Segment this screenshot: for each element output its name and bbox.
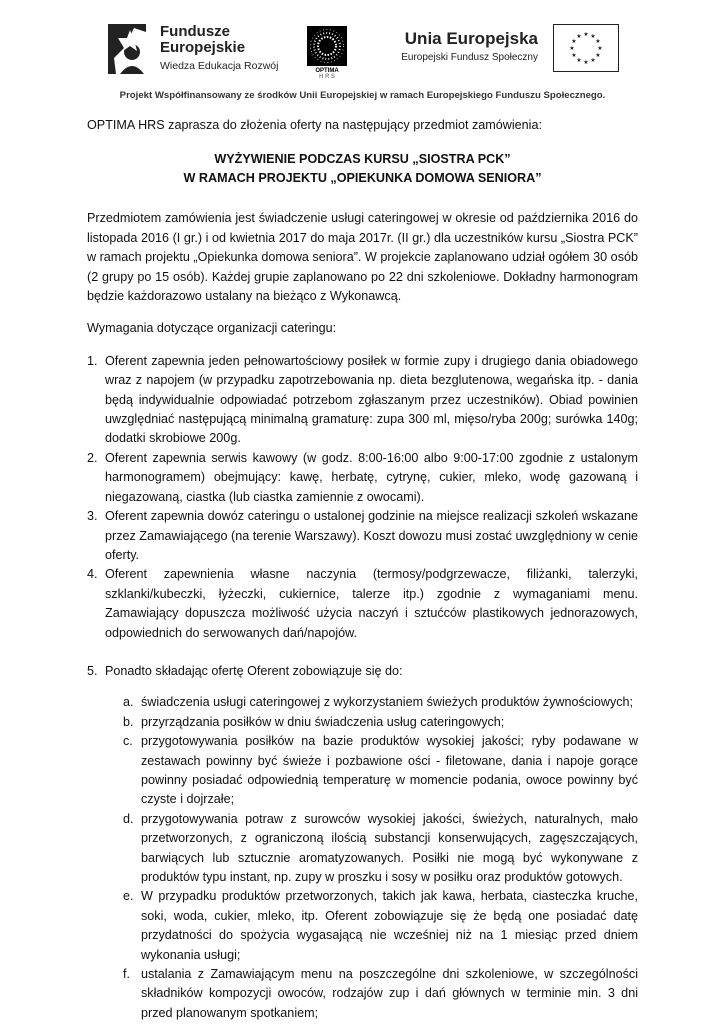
subitem-letter: c. <box>123 734 133 749</box>
list-item <box>87 662 638 1023</box>
sublist-item <box>123 965 638 1023</box>
subitem-letter: d. <box>123 811 134 826</box>
optima-logo-icon <box>307 26 347 66</box>
subitem-text: przygotowywania potraw z surowców wysokiej jakości, świeżych, naturalnych, mało przetworzonych, z ograniczoną ilością substancji konserwujących, zagęszczających, barwiących lub sztucznie aromatyzowanych. Posiłki nie mogą być wykonywane z produktów typu instant, np. zupy w proszku i sosy w posiłku oraz produktów gotowych. <box>141 811 638 884</box>
subitem-text: przygotowywania posiłków na bazie produktów wysokiej jakości; ryby podawane w zestawach powinny być świeże i pozbawione ości - filetowane, dania i napoje gorące powinny posiadać odpowiednią temperaturę w momencie podania, owoce powinny być czyste i dojrzałe; <box>141 734 638 807</box>
eu-flag-icon <box>553 24 619 72</box>
subitem-text: przyrządzania posiłków w dniu świadczenia usług cateringowych; <box>141 714 505 729</box>
title-line1: WYŻYWIENIE PODCZAS KURSU „SIOSTRA PCK” <box>214 152 511 167</box>
svg-text:★: ★ <box>583 31 589 38</box>
svg-text:★: ★ <box>595 52 601 59</box>
svg-text:★: ★ <box>583 59 589 66</box>
item-text: Oferent zapewnia jeden pełnowartościowy posiłek w formie zupy i drugiego dania obiadowego wraz z napojem (w przypadku zapotrzebowania np. dieta bezglutenowa, wegańska itp. - dania będą indywidualnie odpowiadać potrzebom zgłaszanym przez uczestników). Obiad powinien uwzględniać następującą minimalną gramaturę: zupa 300 ml, mięso/ryba 200g; surówka 140g; dodatki skrobiowe 200g. <box>105 353 638 446</box>
document-title <box>87 150 638 188</box>
title-line2: W RAMACH PROJEKTU „OPIEKUNKA DOMOWA SENIORA” <box>183 171 542 186</box>
fe-subtitle: Wiedza Edukacja Rozwój <box>160 60 279 72</box>
description-paragraph: Przedmiotem zamówienia jest świadczenie usługi cateringowej w okresie od października 2016 do listopada 2016 (I gr.) i od kwietnia 2017 do maja 2017r. (II gr.) dla uczestników kursu „Siostra PCK” w ramach projektu „Opiekunka domowa seniora”. W projekcie zaplanowano udział ogółem 30 osób (2 grupy po 15 osób). Każdej grupie zaplanowano po 22 dni szkoleniowe. Dokładny harmonogram będzie każdorazowo ustalany na bieżąco z Wykonawcą. <box>87 211 638 304</box>
sublist-item <box>123 810 638 888</box>
subitem-letter: e. <box>123 889 134 904</box>
ue-title: Unia Europejska <box>404 29 538 48</box>
subitem-letter: b. <box>123 714 134 729</box>
svg-text:★: ★ <box>576 57 582 64</box>
ue-subtitle: Europejski Fundusz Społeczny <box>401 52 538 63</box>
list-item <box>87 449 638 507</box>
requirements-list <box>87 352 638 1023</box>
fe-title <box>160 24 245 56</box>
sublist-item <box>123 732 638 810</box>
item-number: 4. <box>87 567 98 582</box>
sublist-item <box>123 693 638 712</box>
item-text: Oferent zapewnia serwis kawowy (w godz. 8:00-16:00 albo 9:00-17:00 zgodnie z ustalonym harmonogramem) obejmujący: kawę, herbatę, cytrynę, cukier, mleko, wodę gazowaną i niegazowaną, ciastka (lub ciastka zamiennie z owocami). <box>105 450 638 504</box>
svg-text:★: ★ <box>576 33 582 40</box>
list-item <box>87 565 638 643</box>
fundusze-europejskie-logo-icon <box>106 22 154 74</box>
svg-text:★: ★ <box>571 52 577 59</box>
item-number: 5. <box>87 663 98 678</box>
subitem-letter: a. <box>123 695 134 710</box>
project-cofinancing-line: Projekt Współfinansowany ze środków Unii Europejskiej w ramach Europejskiego Funduszu Społecznego. <box>119 90 606 101</box>
svg-text:★: ★ <box>590 57 596 64</box>
subitem-letter: f. <box>123 967 130 982</box>
optima-name: OPTIMA <box>315 68 339 74</box>
optima-sub: H R S <box>318 74 335 80</box>
item-number: 3. <box>87 509 98 524</box>
svg-text:★: ★ <box>590 33 596 40</box>
subitem-text: świadczenia usługi cateringowej z wykorzystaniem świeżych produktów żywnościowych; <box>141 695 634 710</box>
item-number: 1. <box>87 353 98 368</box>
optima-logo-text <box>307 68 347 80</box>
requirements-heading: Wymagania dotyczące organizacji cateringu: <box>87 321 337 336</box>
fe-title-line1: Fundusze <box>160 23 230 40</box>
list-item <box>87 352 638 449</box>
svg-text:★: ★ <box>569 45 575 52</box>
obligations-sublist <box>123 693 638 1023</box>
intro-text: OPTIMA HRS zaprasza do złożenia oferty na następujący przedmiot zamówienia: <box>87 118 542 132</box>
svg-text:★: ★ <box>597 45 603 52</box>
logo-header <box>0 14 725 89</box>
document-body <box>87 116 638 1023</box>
subitem-text: ustalania z Zamawiającym menu na poszczególne dni szkoleniowe, w szczególności składników kompozycji owoców, rodzajów zup i dań głównych w terminie min. 3 dni przed planowanym spotkaniem; <box>141 967 638 1020</box>
item-text: Ponadto składając ofertę Oferent zobowiązuje się do: <box>105 663 403 678</box>
item-text: Oferent zapewnienia własne naczynia (termosy/podgrzewacze, filiżanki, talerzyki, szklanki/kubeczki, łyżeczki, cukiernice, talerze itp.) zgodnie z wymaganiami menu. Zamawiający dopuszcza możliwość użycia naczyń i sztućców plastikowych jednorazowych, odpowiednich do serwowanych dań/napojów. <box>105 567 638 640</box>
subitem-text: W przypadku produktów przetworzonych, takich jak kawa, herbata, ciasteczka kruche, soki, woda, cukier, mleko, itp. Oferent zobowiązuje się że będą one posiadać datę przydatności do spożycia wygasającą nie wcześniej niż na 1 miesiąc przed dniem wykonania usługi; <box>141 889 638 962</box>
svg-text:★: ★ <box>571 38 577 45</box>
item-number: 2. <box>87 450 98 465</box>
sublist-item <box>123 887 638 965</box>
item-text: Oferent zapewnia dowóz cateringu o ustalonej godzinie na miejsce realizacji szkoleń wskazane przez Zamawiającego (na terenie Warszawy). Koszt dowozu musi zostać uwzględniony w cenie oferty. <box>105 509 638 562</box>
sublist-item <box>123 713 638 732</box>
svg-text:★: ★ <box>595 38 601 45</box>
list-item <box>87 507 638 565</box>
fe-title-line2: Europejskie <box>160 39 246 56</box>
